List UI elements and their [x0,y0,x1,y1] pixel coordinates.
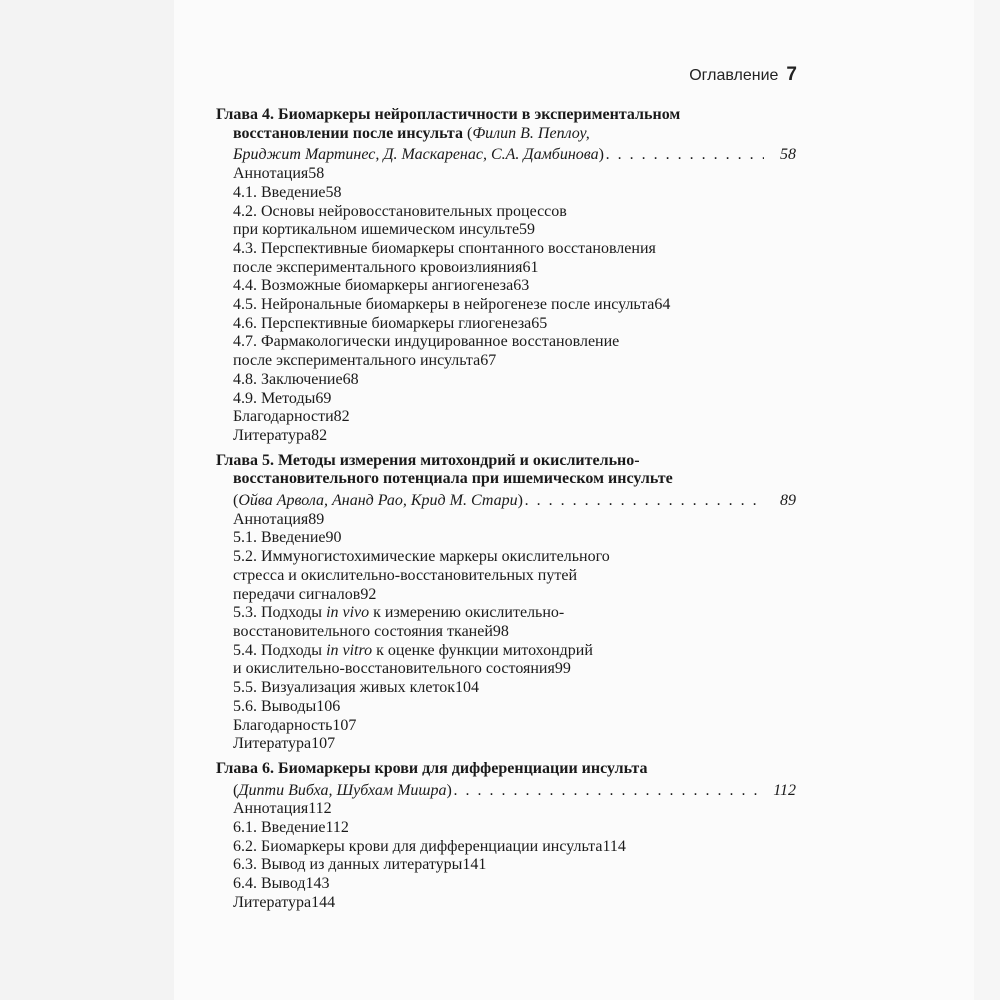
authors-text: Ойва Арвола, Ананд Рао, Крид М. Стари [238,492,518,510]
toc-entry-line: 4.7. Фармакологически индуцированное восстановление [233,333,620,351]
toc-entry: 6.2. Биомаркеры крови для дифференциации инсульта114 [233,837,626,855]
dot-leader [606,146,764,165]
toc-entry-line: 4.2. Основы нейровосстановительных процессов [233,202,567,220]
chapter-title: Глава 6. Биомаркеры крови для дифференциации инсульта [216,759,648,777]
toc-entry: передачи сигналов92 [233,585,377,603]
toc-entry: Аннотация112 [233,800,332,818]
paren-close: ) [598,146,604,164]
chapter-authors-line [216,782,796,801]
toc-entry: 4.9. Методы69 [233,389,332,407]
running-header [689,64,797,86]
chapter-authors-line [216,492,796,511]
paren-close: ) [446,781,452,799]
toc-entry: Благодарности82 [233,408,350,426]
toc-entry: 5.6. Выводы106 [233,697,341,715]
authors-text: Бриджит Мартинес, Д. Маскаренас, С.А. Дамбинова [233,146,599,164]
chapter-authors [233,492,523,511]
toc-entry: восстановительного состояния тканей98 [233,622,509,640]
toc-entry: и окислительно-восстановительного состояния99 [233,660,571,678]
toc-entry: 4.5. Нейрональные биомаркеры в нейрогенезе после инсульта64 [233,296,671,314]
toc-entry: 6.3. Вывод из данных литературы141 [233,856,487,874]
header-page-number: 7 [786,64,797,85]
dot-leader [454,782,764,801]
page-gutter-shade [0,0,174,1000]
chapter-heading [216,760,796,779]
page-number: 58 [780,146,796,164]
toc-entry: Аннотация89 [233,510,325,528]
toc-entry: 5.5. Визуализация живых клеток104 [233,679,480,697]
chapter-title-cont: восстановительного потенциала при ишемическом инсульте [233,470,673,488]
toc-entry-line: 5.3. Подходы in vivo к измерению окислительно- [233,604,565,622]
page-number: 89 [780,492,796,510]
toc-entry: Литература144 [233,893,336,911]
paren-close: ) [517,492,523,510]
chapter-heading [216,106,796,143]
latin-term: in vivo [326,604,370,622]
toc-entry: Аннотация58 [233,165,325,183]
toc-entry: после экспериментального кровоизлияния61 [233,258,539,276]
toc-entry: Благодарность107 [233,716,357,734]
chapter-authors-line [216,146,796,165]
toc-entry: 6.1. Введение112 [233,819,349,837]
toc-entry: Литература107 [233,735,336,753]
table-of-contents [216,106,796,913]
toc-entry: при кортикальном ишемическом инсульте59 [233,221,536,239]
chapter-title: Глава 4. Биомаркеры нейропластичности в экспериментальном [216,106,681,123]
page-number: 112 [773,781,796,799]
toc-entry-line: 4.3. Перспективные биомаркеры спонтанного восстановления [233,239,656,257]
chapter-authors [233,782,452,801]
toc-entry: 4.4. Возможные биомаркеры ангиогенеза63 [233,277,530,295]
toc-entry: 5.1. Введение90 [233,529,342,547]
toc-entry: 4.6. Перспективные биомаркеры глиогенеза65 [233,314,548,332]
latin-term: in vitro [326,641,373,659]
chapter-title-cont: восстановлении после инсульта [233,124,463,142]
toc-entry: 4.8. Заключение68 [233,370,359,388]
chapter-title: Глава 5. Методы измерения митохондрий и окислительно- [216,451,640,469]
toc-entry-line: 5.4. Подходы in vitro к оценке функции митохондрий [233,641,593,659]
paren-open: ( [233,492,239,510]
chapter-authors [233,146,604,165]
header-title: Оглавление [689,67,779,84]
authors-paren: ( [462,124,473,142]
dot-leader [525,492,764,511]
toc-entry: Литература82 [233,426,328,444]
paren-open: ( [233,781,239,799]
chapter-heading [216,452,796,489]
toc-entry: 6.4. Вывод143 [233,875,330,893]
toc-entry-line: стресса и окислительно-восстановительных путей [233,566,578,584]
authors-text: Дипти Вибха, Шубхам Мишра [238,781,447,799]
toc-entry: после экспериментального инсульта67 [233,352,497,370]
toc-entry: 4.1. Введение58 [233,183,342,201]
toc-entry-line: 5.2. Иммуногистохимические маркеры окислительного [233,548,610,566]
chapter-authors-part: Филип В. Пеплоу, [472,124,590,142]
